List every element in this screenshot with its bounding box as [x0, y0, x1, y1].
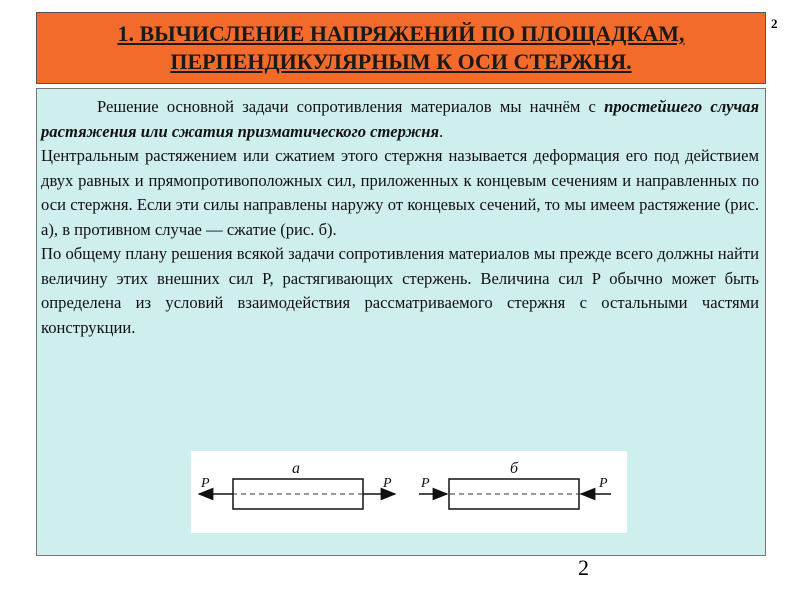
rod-diagram — [191, 451, 627, 533]
content-text — [41, 95, 759, 340]
slide-title-box — [36, 12, 766, 84]
corner-slide-number: 2 — [771, 16, 778, 31]
figure-a-tension — [199, 460, 395, 509]
force-label-a-left: P — [201, 476, 210, 491]
tension-compression-figure — [191, 451, 627, 533]
paragraph-1-emphasis: простейшего случая растяжения или сжатия призматического стержня — [41, 97, 760, 141]
paragraph-2: Центральным растяжением или сжатием этого стержня называется деформация его под действием двух равных и прямопротивоположных сил, приложенных к концевым сечениям и направленных по оси стержня. Если эти силы направлены наружу от концевых сечений, то мы имеем растяжение (рис. а), в противном случае — сжатие (рис. б). — [41, 146, 759, 239]
figure-a-label: а — [292, 460, 300, 477]
figure-b-compression — [419, 460, 611, 509]
force-label-a-right: P — [383, 476, 392, 491]
title-line-1: 1. ВЫЧИСЛЕНИЕ НАПРЯЖЕНИЙ ПО ПЛОЩАДКАМ, — [117, 21, 685, 46]
force-label-b-right: P — [599, 476, 608, 491]
force-label-b-left: P — [421, 476, 430, 491]
paragraph-3: По общему плану решения всякой задачи сопротивления материалов мы прежде всего должны найти величину этих внешних сил P, растягивающих стержень. Величина сил P обычно может быть определена из условий взаимодействия рассматриваемого стержня с остальными частями конструкции. — [41, 244, 759, 337]
page-number: 2 — [578, 555, 589, 580]
slide-title — [107, 20, 694, 76]
paragraph-1-start: Решение основной задачи сопротивления материалов мы начнём с — [97, 97, 605, 116]
paragraph-1-end: . — [439, 121, 444, 141]
figure-b-label: б — [510, 460, 519, 477]
paragraph-1 — [41, 95, 759, 144]
content-box — [36, 88, 766, 556]
title-line-2: ПЕРПЕНДИКУЛЯРНЫМ К ОСИ СТЕРЖНЯ. — [170, 49, 632, 74]
